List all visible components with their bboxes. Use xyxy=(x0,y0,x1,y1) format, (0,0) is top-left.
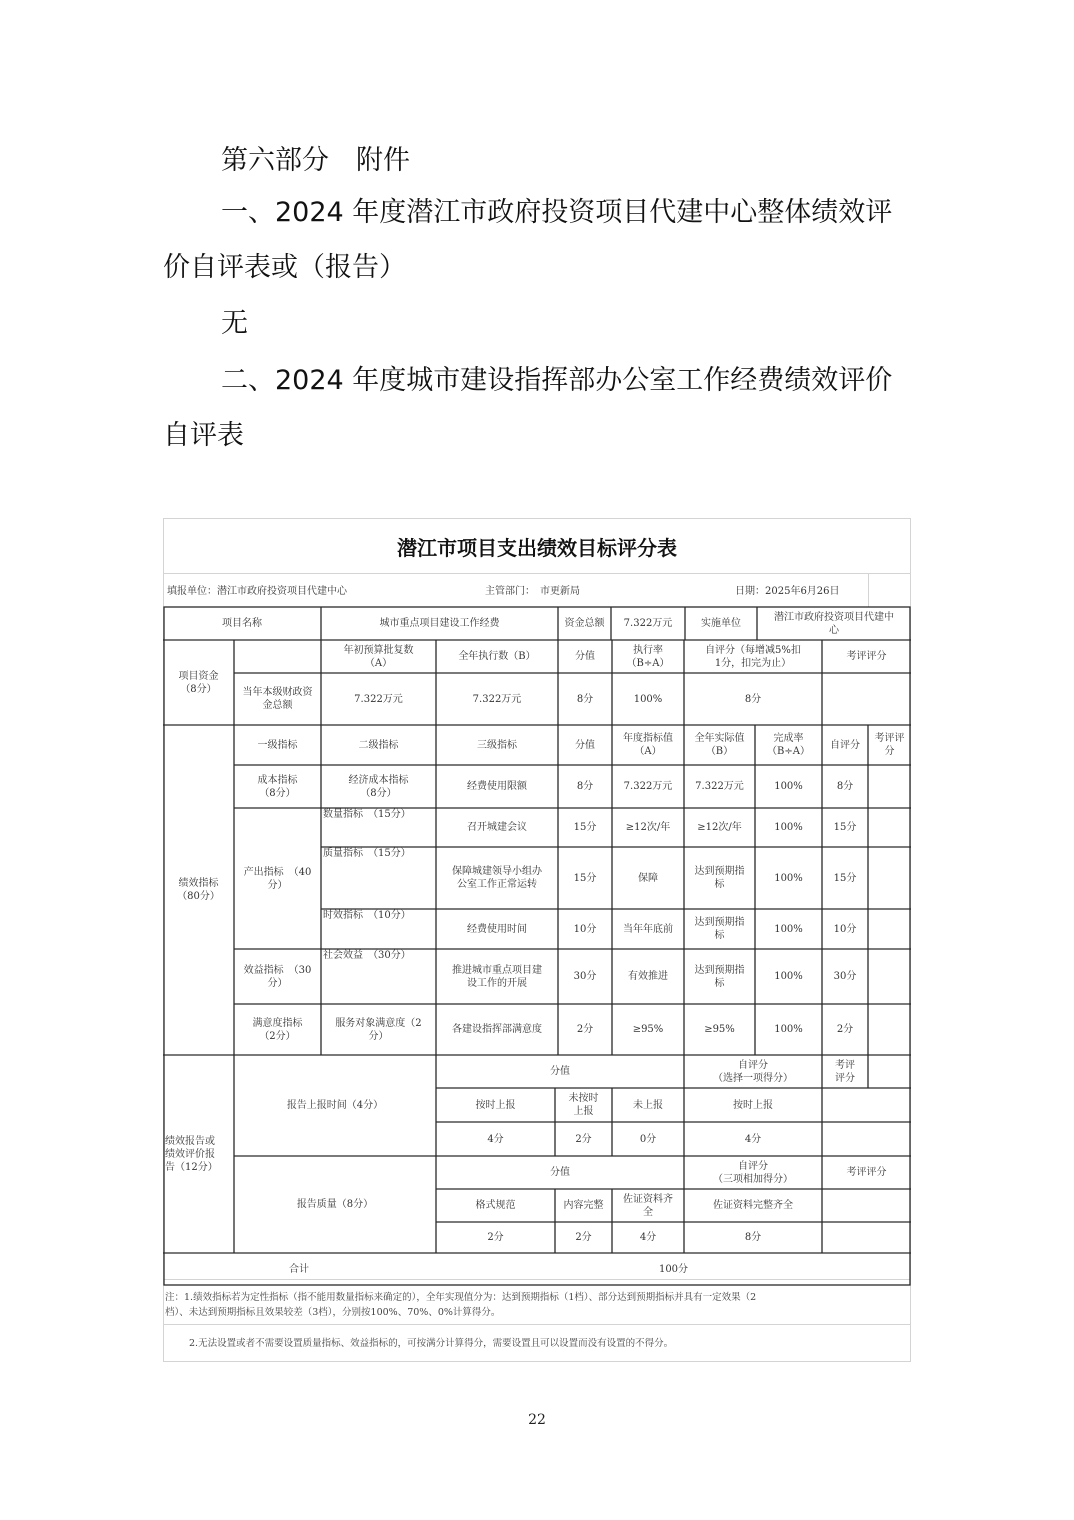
quality-self-score: 8分 xyxy=(744,1232,762,1243)
report-quality-self-header-line1: 自评分 xyxy=(738,1160,768,1172)
report-quality-label: 报告质量（8分） xyxy=(296,1199,374,1210)
funds-self-score: 8分 xyxy=(744,693,762,705)
cost-indicator-label-line1: 成本指标 xyxy=(257,774,298,786)
perf-self-score-header: 自评分 xyxy=(830,739,860,751)
quality-format-score: 2分 xyxy=(487,1232,504,1243)
option-late-line1: 未按时 xyxy=(568,1093,599,1104)
indicator-l3-line2: 公室工作正常运转 xyxy=(457,879,537,890)
indicator-l2-line1: 社会效益 （30分） xyxy=(323,950,411,961)
perf-review-score-header xyxy=(868,725,911,765)
quality-evidence-line2: 全 xyxy=(643,1206,653,1218)
indicator-l3 xyxy=(436,1004,558,1055)
execution-rate-header-line1: 执行率 xyxy=(633,644,663,656)
report-quality-review-header: 考评评分 xyxy=(846,1167,887,1178)
cost-indicator-label-line2: （8分） xyxy=(259,787,296,799)
indicator-actual-line1: 7.322万元 xyxy=(695,781,744,792)
indicator-actual xyxy=(684,847,755,909)
indicator-l2 xyxy=(321,847,436,909)
indicator-self-score: 15分 xyxy=(833,822,857,833)
indicator-self-score: 30分 xyxy=(833,971,857,982)
implementing-unit-line1: 潜江市政府投资项目代建中 xyxy=(774,611,894,623)
cost-indicator-label xyxy=(234,765,321,808)
item1-title-line2: 价自评表或（报告） xyxy=(163,252,406,283)
review-score-header: 考评评分 xyxy=(846,651,887,662)
completion-rate-header-line2: （B÷A） xyxy=(767,746,810,757)
quality-self-note: 佐证资料完整齐全 xyxy=(713,1200,793,1211)
benefit-indicator-label xyxy=(234,949,321,1004)
indicator-l3-line1: 召开城建会议 xyxy=(467,822,527,833)
indicator-actual-line1: ≥12次/年 xyxy=(697,822,742,833)
indicator-self-score: 15分 xyxy=(833,872,857,884)
indicator-l3 xyxy=(436,765,558,808)
self-score-header-line2: 1分，扣完为止） xyxy=(714,657,792,669)
report-time-self-header-line1: 自评分 xyxy=(738,1059,768,1071)
fiscal-funds-label-line2: 金总额 xyxy=(262,700,293,711)
report-date: 日期：2025年6月26日 xyxy=(735,585,840,597)
indicator-l2 xyxy=(321,765,436,808)
indicator-score: 10分 xyxy=(573,923,597,935)
page-number: 22 xyxy=(528,1412,546,1428)
quality-format: 格式规范 xyxy=(475,1200,516,1211)
item2-title-line1: 二、2024 年度城市建设指挥部办公室工作经费绩效评价 xyxy=(221,365,893,396)
indicator-l3 xyxy=(436,808,558,847)
satisfaction-indicator-label xyxy=(234,1004,321,1055)
performance-indicators-label-line1: 绩效指标 xyxy=(178,878,219,889)
note-1-line2: 档）、未达到预期指标且效果较差（3档），分别按100%、70%、0%计算得分。 xyxy=(165,1307,501,1318)
quality-evidence xyxy=(612,1189,684,1222)
indicator-score: 2分 xyxy=(576,1024,594,1035)
perf-review-score-header-line2: 分 xyxy=(884,746,895,757)
report-time-review-header-line2: 评分 xyxy=(835,1072,855,1084)
indicator-score: 15分 xyxy=(573,822,597,833)
indicator-actual xyxy=(684,808,755,847)
indicator-actual-line2: 标 xyxy=(714,930,725,941)
indicator-self-score: 2分 xyxy=(836,1024,854,1035)
performance-report-label-line2: 绩效评价报 xyxy=(165,1148,215,1160)
implementing-unit xyxy=(757,607,911,640)
score-header: 分值 xyxy=(575,651,595,662)
indicator-score: 30分 xyxy=(573,971,597,982)
indicator-target: 7.322万元 xyxy=(623,781,673,792)
output-indicator-label-line2: 分） xyxy=(267,879,288,891)
indicator-l3-line1: 保障城建领导小组办 xyxy=(452,866,542,877)
execution-rate-header-line2: （B÷A） xyxy=(626,657,670,669)
self-score-header-line1: 自评分（每增减5%扣 xyxy=(705,644,801,656)
indicator-rate: 100% xyxy=(774,781,803,792)
output-indicator-label-line1: 产出指标 （40 xyxy=(243,866,312,878)
indicator-l2-line2: （8分） xyxy=(360,787,397,799)
indicator-actual-line1: 达到预期指 xyxy=(694,964,745,976)
indicator-l2 xyxy=(321,949,436,1004)
indicator-l2 xyxy=(321,808,436,847)
report-time-score-header: 分值 xyxy=(550,1066,570,1077)
option-on-time: 按时上报 xyxy=(475,1099,516,1111)
budget-header-line2: （A） xyxy=(364,657,393,669)
level3-header: 三级指标 xyxy=(477,739,517,751)
indicator-target: 当年年底前 xyxy=(623,923,673,935)
report-time-review-header-line1: 考评 xyxy=(835,1059,855,1071)
item1-content: 无 xyxy=(221,308,248,339)
implementing-unit-line2: 心 xyxy=(829,624,839,636)
indicator-actual-line2: 标 xyxy=(714,879,725,890)
perf-review-score-header-line1: 考评评 xyxy=(874,733,905,744)
indicator-l3-line1: 推进城市重点项目建 xyxy=(452,964,542,976)
indicator-l2-line1: 服务对象满意度（2 xyxy=(335,1017,422,1029)
note-2: 2.无法设置或者不需要设置质量指标、效益指标的，可按满分计算得分，需要设置且可以设置而没有设置的不得分。 xyxy=(189,1338,674,1349)
indicator-actual-line1: ≥95% xyxy=(704,1024,735,1035)
budget-header xyxy=(321,640,436,673)
budget-value: 7.322万元 xyxy=(354,693,403,705)
indicator-actual xyxy=(684,765,755,808)
section-heading: 第六部分 附件 xyxy=(221,145,410,176)
actual-value-header xyxy=(684,725,755,765)
option-on-time-score: 4分 xyxy=(487,1133,504,1145)
report-quality-score-header: 分值 xyxy=(550,1167,570,1178)
indicator-rate: 100% xyxy=(774,923,803,935)
indicator-l2-line1: 数量指标 （15分） xyxy=(323,809,411,820)
indicator-target: 保障 xyxy=(638,872,658,884)
project-funds-label xyxy=(163,640,234,725)
execution-header: 全年执行数（B） xyxy=(458,651,536,662)
annual-target-header xyxy=(612,725,684,765)
total-value: 100分 xyxy=(658,1263,689,1275)
report-time-self-score: 4分 xyxy=(744,1133,762,1145)
performance-indicators-label-line2: （80分） xyxy=(177,891,220,902)
indicator-self-score: 8分 xyxy=(836,781,854,792)
actual-value-header-line2: （B） xyxy=(705,746,734,757)
benefit-indicator-label-line1: 效益指标 （30 xyxy=(243,964,312,976)
table-title: 潜江市项目支出绩效目标评分表 xyxy=(397,535,677,560)
fiscal-funds-label-line1: 当年本级财政资 xyxy=(242,687,313,698)
indicator-l2-line1: 质量指标 （15分） xyxy=(323,848,411,859)
item1-title-line1: 一、2024 年度潜江市政府投资项目代建中心整体绩效评 xyxy=(221,197,893,228)
perf-score-header: 分值 xyxy=(575,739,595,751)
option-late-score: 2分 xyxy=(575,1133,592,1145)
completion-rate-header-line1: 完成率 xyxy=(773,733,804,744)
indicator-rate: 100% xyxy=(774,1024,803,1035)
report-quality-self-header xyxy=(684,1156,822,1189)
self-score-header xyxy=(684,640,822,673)
indicator-target: ≥12次/年 xyxy=(625,822,671,833)
report-time-self-header xyxy=(684,1055,822,1088)
note-1-line1: 注：1.绩效指标若为定性指标（指不能用数量指标来确定的），全年实现值分为：达到预期指标（1档）、部分达到预期指标并具有一定效果（2 xyxy=(165,1292,757,1303)
fund-total: 7.322万元 xyxy=(623,618,673,629)
level2-header: 二级指标 xyxy=(358,739,399,751)
option-not-reported-score: 0分 xyxy=(639,1133,657,1145)
project-funds-label-line2: （8分） xyxy=(180,683,217,695)
performance-report-label xyxy=(163,1055,234,1253)
performance-score-table xyxy=(163,518,911,1362)
indicator-l2-line2: 分） xyxy=(368,1030,389,1042)
completion-rate-header xyxy=(755,725,822,765)
fund-total-label: 资金总额 xyxy=(564,618,605,629)
indicator-l3 xyxy=(436,847,558,909)
project-name-label: 项目名称 xyxy=(222,618,262,629)
budget-header-line1: 年初预算批复数 xyxy=(343,644,414,656)
execution-rate: 100% xyxy=(633,693,663,705)
funds-score: 8分 xyxy=(576,693,594,705)
annual-target-header-line2: （A） xyxy=(634,746,662,757)
report-quality-self-header-line2: （三项相加得分） xyxy=(713,1173,793,1185)
indicator-target: 有效推进 xyxy=(628,971,668,982)
quality-evidence-line1: 佐证资料齐 xyxy=(623,1193,673,1205)
indicator-actual-line1: 达到预期指 xyxy=(694,866,745,877)
indicator-l2 xyxy=(321,1004,436,1055)
indicator-actual-line1: 达到预期指 xyxy=(694,917,745,928)
indicator-score: 8分 xyxy=(576,781,594,792)
indicator-rate: 100% xyxy=(774,822,803,833)
indicator-l3-line1: 经费使用时间 xyxy=(467,923,527,935)
report-time-self-header-line2: （选择一项得分） xyxy=(713,1072,793,1084)
satisfaction-indicator-label-line1: 满意度指标 xyxy=(252,1017,303,1029)
project-funds-label-line1: 项目资金 xyxy=(178,670,219,682)
execution-rate-header xyxy=(612,640,684,673)
implementing-unit-label: 实施单位 xyxy=(701,618,741,629)
item2-title-line2: 自评表 xyxy=(163,420,244,451)
indicator-rate: 100% xyxy=(774,971,803,982)
indicator-rate: 100% xyxy=(774,872,803,884)
indicator-actual xyxy=(684,1004,755,1055)
fill-unit: 填报单位：潜江市政府投资项目代建中心 xyxy=(167,585,347,597)
indicator-actual-line2: 标 xyxy=(714,977,725,989)
indicator-actual xyxy=(684,949,755,1004)
quality-content: 内容完整 xyxy=(563,1200,604,1211)
indicator-actual xyxy=(684,909,755,949)
project-name: 城市重点项目建设工作经费 xyxy=(379,618,500,629)
execution-value: 7.322万元 xyxy=(472,693,522,705)
report-time-label: 报告上报时间（4分） xyxy=(286,1100,384,1111)
indicator-l3-line1: 各建设指挥部满意度 xyxy=(452,1024,542,1035)
indicator-self-score: 10分 xyxy=(833,923,857,935)
indicator-l3 xyxy=(436,909,558,949)
annual-target-header-line1: 年度指标值 xyxy=(623,733,673,744)
quality-evidence-score: 4分 xyxy=(639,1232,657,1243)
total-label: 合计 xyxy=(289,1263,309,1275)
report-time-self-choice: 按时上报 xyxy=(733,1099,773,1111)
indicator-l3-line1: 经费使用限额 xyxy=(467,781,527,792)
indicator-l2 xyxy=(321,909,436,949)
indicator-l3 xyxy=(436,949,558,1004)
indicator-l2-line1: 经济成本指标 xyxy=(348,774,409,786)
satisfaction-indicator-label-line2: （2分） xyxy=(259,1030,296,1042)
report-time-review-header xyxy=(822,1055,868,1088)
actual-value-header-line1: 全年实际值 xyxy=(694,733,745,744)
indicator-score: 15分 xyxy=(573,872,597,884)
supervising-dept: 主管部门： 市更新局 xyxy=(485,585,580,597)
indicator-l3-line2: 设工作的开展 xyxy=(467,977,527,989)
option-not-reported: 未上报 xyxy=(633,1099,663,1111)
level1-header: 一级指标 xyxy=(257,739,298,751)
indicator-l2-line1: 时效指标 （10分） xyxy=(323,910,411,921)
output-indicator-label xyxy=(234,808,321,949)
indicator-target: ≥95% xyxy=(632,1024,664,1035)
option-late-line2: 上报 xyxy=(573,1106,594,1117)
fiscal-funds-label xyxy=(234,673,321,725)
performance-indicators-label xyxy=(163,725,234,1055)
quality-content-score: 2分 xyxy=(575,1232,592,1243)
performance-report-label-line3: 告（12分） xyxy=(165,1161,218,1173)
benefit-indicator-label-line2: 分） xyxy=(267,977,288,989)
option-late xyxy=(555,1088,612,1122)
performance-report-label-line1: 绩效报告或 xyxy=(165,1135,215,1147)
